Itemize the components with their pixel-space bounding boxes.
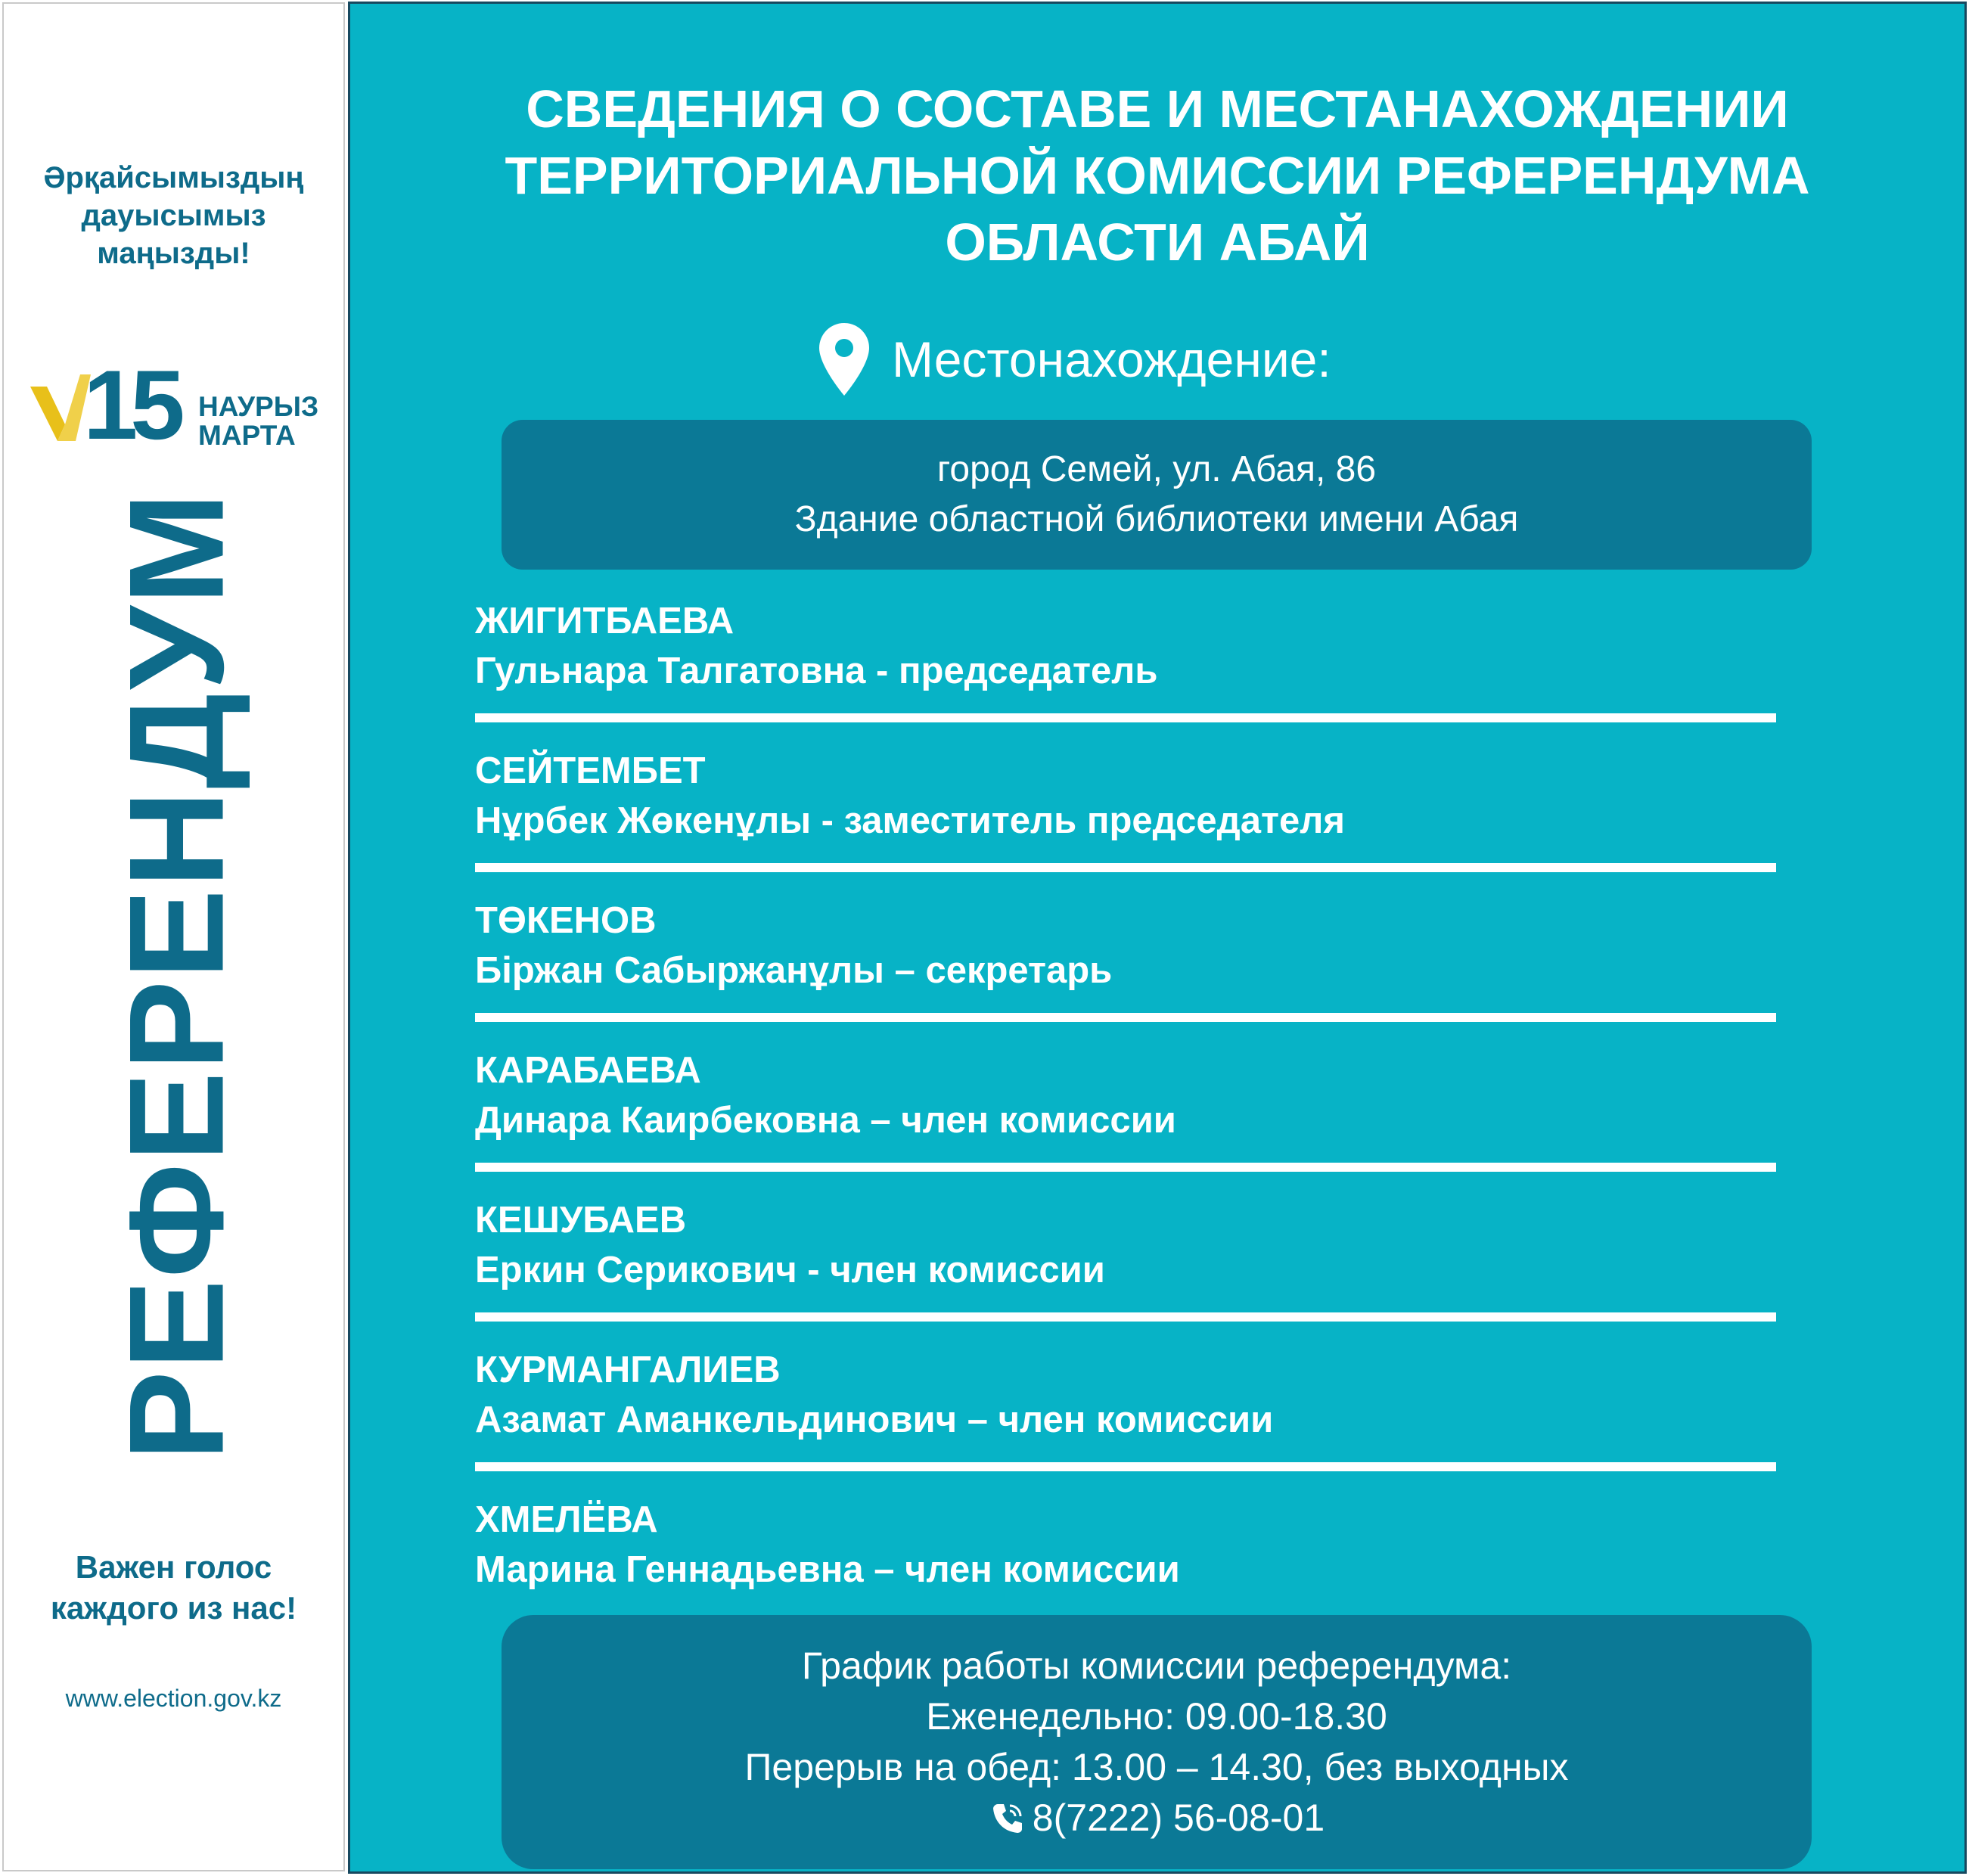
kz-slogan (4, 159, 343, 272)
member-item (475, 1193, 1776, 1343)
website-link[interactable]: www.election.gov.kz (65, 1685, 282, 1712)
member-list (475, 594, 1776, 1642)
title-line: ТЕРРИТОРИАЛЬНОЙ КОМИССИИ РЕФЕРЕНДУМА (505, 146, 1810, 205)
checkmark-logo-icon (30, 365, 91, 441)
member-role: Нұрбек Жөкенұлы - заместитель председателя (475, 800, 1345, 841)
member-role: Гульнара Талгатовна - председатель (475, 651, 1158, 691)
address-line: Здание областной библиотеки имени Абая (794, 499, 1519, 539)
kz-slogan-line: дауысымыз (81, 199, 266, 232)
member-item (475, 893, 1776, 1043)
member-role: Азамат Аманкельдинович – член комиссии (475, 1399, 1274, 1440)
ru-slogan-line: Важен голос (75, 1549, 272, 1585)
schedule-heading: График работы комиссии референдума: (801, 1645, 1512, 1687)
member-surname: ЖИГИТБАЕВА (475, 601, 734, 641)
member-surname: СЕЙТЕМБЕТ (475, 750, 706, 791)
location-heading-label: Местонахождение: (892, 331, 1331, 387)
member-role: Біржан Сабыржанұлы – секретарь (475, 950, 1113, 991)
logo-word-kz: НАУРЫЗ (198, 391, 319, 422)
ru-slogan (4, 1547, 343, 1629)
member-role: Еркин Серикович - член комиссии (475, 1250, 1105, 1291)
commission-info-panel (348, 2, 1967, 1874)
address-line: город Семей, ул. Абая, 86 (936, 449, 1377, 489)
sidebar (2, 2, 345, 1871)
phone-icon (989, 1800, 1026, 1837)
kz-slogan-line: маңызды! (97, 237, 250, 270)
member-surname: ТӨКЕНОВ (475, 900, 657, 941)
logo-number: 15 (83, 349, 178, 460)
title-line: ОБЛАСТИ АБАЙ (945, 213, 1370, 272)
member-item (475, 1043, 1776, 1193)
referendum-logo (30, 349, 333, 460)
logo-word-ru: МАРТА (198, 420, 296, 451)
schedule-lunch: Перерыв на обед: 13.00 – 14.30, без выходных (744, 1746, 1569, 1788)
member-surname: КУРМАНГАЛИЕВ (475, 1350, 781, 1390)
member-divider (475, 863, 1776, 872)
kz-slogan-line: Әрқайсымыздың (43, 161, 304, 194)
referendum-vertical-title: РЕФЕРЕНДУМ (101, 490, 252, 1461)
phone-number[interactable]: 8(7222) 56-08-01 (1032, 1797, 1325, 1839)
member-item (475, 1343, 1776, 1492)
member-divider (475, 1013, 1776, 1022)
page-title (350, 76, 1964, 275)
phone-line (502, 1793, 1812, 1843)
member-divider (475, 1462, 1776, 1471)
member-surname: КАРАБАЕВА (475, 1050, 701, 1091)
member-role: Динара Каирбековна – член комиссии (475, 1100, 1176, 1141)
member-surname: ХМЕЛЁВА (475, 1499, 658, 1540)
member-divider (475, 713, 1776, 722)
member-divider (475, 1163, 1776, 1172)
title-line: СВЕДЕНИЯ О СОСТАВЕ И МЕСТАНАХОЖДЕНИИ (526, 79, 1789, 138)
schedule-weekly: Еженедельно: 09.00-18.30 (926, 1695, 1387, 1738)
location-heading (819, 321, 1331, 397)
schedule-box (502, 1615, 1812, 1869)
ru-slogan-line: каждого из нас! (50, 1590, 297, 1626)
member-item (475, 744, 1776, 893)
member-divider (475, 1312, 1776, 1322)
member-item (475, 594, 1776, 744)
location-pin-icon (819, 323, 869, 396)
member-surname: КЕШУБАЕВ (475, 1200, 687, 1241)
address-box (502, 420, 1812, 570)
member-role: Марина Геннадьевна – член комиссии (475, 1549, 1180, 1590)
